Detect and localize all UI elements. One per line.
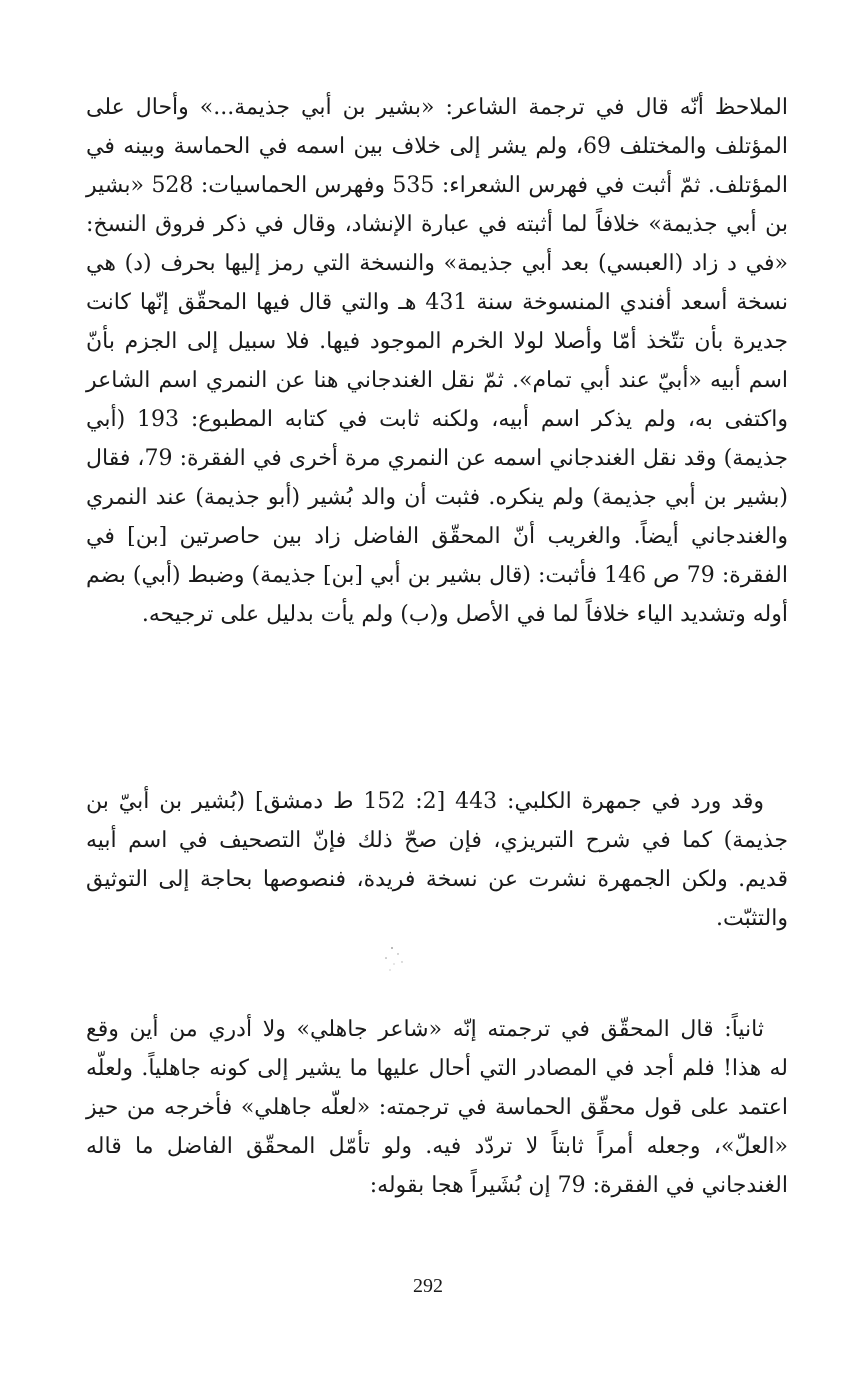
text-line: قديم. ولكن الجمهرة نشرت عن نسخة فريدة، فنصوصها بحاجة إلى التوثيق	[86, 867, 788, 892]
scan-speck-mark	[372, 938, 412, 978]
text-line: اعتمد على قول محقّق الحماسة في ترجمته: «لعلّه جاهلي» فأخرجه من حيز	[86, 1095, 788, 1120]
text-line: (بشير بن أبي جذيمة) ولم ينكره. فثبت أن والد بُشير (أبو جذيمة) عند النمري	[86, 485, 788, 510]
text-line: أوله وتشديد الياء خلافاً لما في الأصل و(ب) ولم يأت بدليل على ترجيحه.	[141, 602, 788, 627]
text-line: والغندجاني أيضاً. والغريب أنّ المحقّق الفاضل زاد بين حاصرتين [بن] في	[86, 524, 788, 549]
text-line: بن أبي جذيمة» خلافاً لما أثبته في عبارة الإنشاد، وقال في ذكر فروق النسخ:	[86, 212, 788, 237]
text-line: المؤتلف والمختلف 69، ولم يشر إلى خلاف بين اسمه في الحماسة وبينه في	[86, 134, 788, 159]
text-line: له هذا! فلم أجد في المصادر التي أحال عليها ما يشير إلى كونه جاهلياً. ولعلّه	[86, 1056, 788, 1081]
text-line: «العلّ»، وجعله أمراً ثابتاً لا تردّد فيه. ولو تأمّل المحقّق الفاضل ما قاله	[86, 1134, 788, 1159]
text-line: ثانياً: قال المحقّق في ترجمته إنّه «شاعر جاهلي» ولا أدري من أين وقع	[86, 1017, 764, 1042]
paragraph-3	[86, 1010, 788, 1205]
text-line: الملاحظ أنّه قال في ترجمة الشاعر: «بشير بن أبي جذيمة...» وأحال على	[86, 95, 788, 120]
text-line: الغندجاني في الفقرة: 79 إن بُشَيراً هجا بقوله:	[369, 1173, 788, 1198]
text-line: المؤتلف. ثمّ أثبت في فهرس الشعراء: 535 وفهرس الحماسيات: 528 «بشير	[86, 173, 788, 198]
text-line: والتثبّت.	[716, 906, 788, 931]
text-line: نسخة أسعد أفندي المنسوخة سنة 431 هـ والتي قال فيها المحقّق إنّها كانت	[86, 290, 788, 315]
text-line: الفقرة: 79 ص 146 فأثبت: (قال بشير بن أبي [بن] جذيمة) وضبط (أبي) بضم	[86, 563, 788, 588]
paragraph-2	[86, 782, 788, 938]
text-line: وقد ورد في جمهرة الكلبي: 443 [2: 152 ط دمشق] (بُشير بن أبيّ بن	[86, 789, 765, 814]
page-number: 292	[413, 1275, 443, 1297]
paragraph-1	[86, 88, 788, 634]
text-line: جديرة بأن تتّخذ أمّا وأصلا لولا الخرم الموجود فيها. فلا سبيل إلى الجزم بأنّ	[86, 329, 788, 354]
text-line: جذيمة) وقد نقل الغندجاني اسمه عن النمري مرة أخرى في الفقرة: 79، فقال	[86, 446, 788, 471]
text-line: اسم أبيه «أبيّ عند أبي تمام». ثمّ نقل الغندجاني هنا عن النمري اسم الشاعر	[86, 368, 788, 393]
text-line: واكتفى به، ولم يذكر اسم أبيه، ولكنه ثابت في كتابه المطبوع: 193 (أبي	[86, 407, 788, 432]
text-line: جذيمة) كما في شرح التبريزي، فإن صحّ ذلك فإنّ التصحيف في اسم أبيه	[86, 828, 788, 853]
text-line: «في د زاد (العبسي) بعد أبي جذيمة» والنسخة التي رمز إليها بحرف (د) هي	[86, 251, 788, 276]
